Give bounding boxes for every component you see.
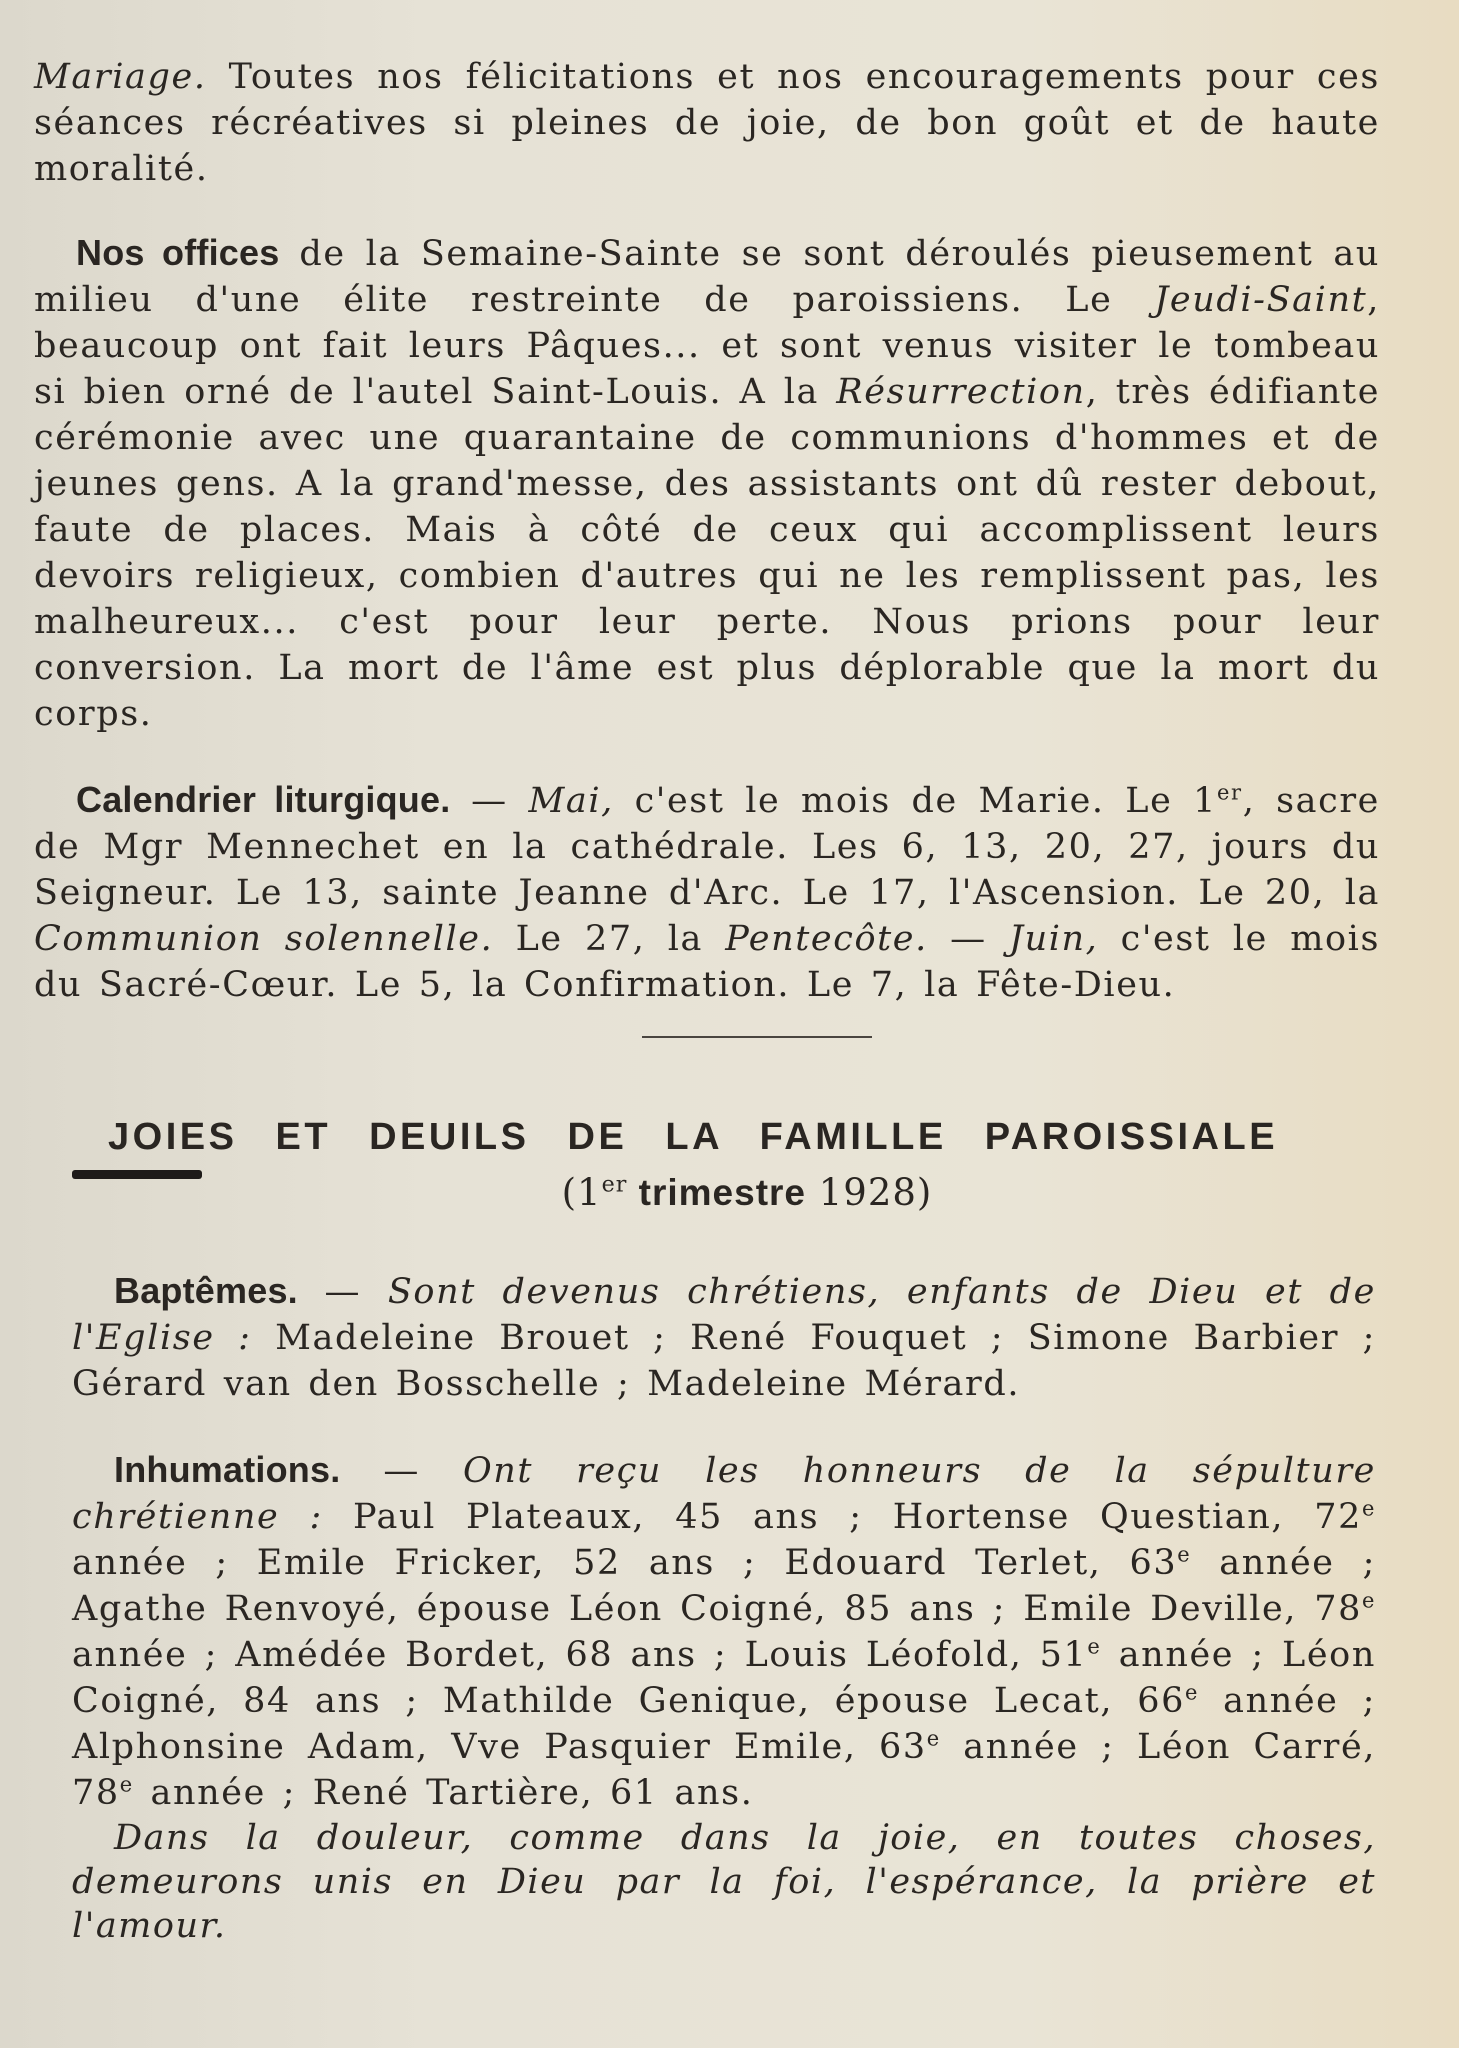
calendrier-dash: — bbox=[450, 781, 529, 821]
heading-calendrier-liturgique: Calendrier liturgique. bbox=[76, 779, 451, 820]
inhumations-dash: — bbox=[340, 1451, 463, 1491]
calendrier-juin: Juin, bbox=[1008, 919, 1099, 959]
calendrier-sup-er: er bbox=[1217, 780, 1243, 805]
offices-text-2: , beaucoup ont fait leurs Pâques... et sont venus visiter le tombeau si bien orné de l'autel Saint-Louis. A la bbox=[34, 280, 1380, 412]
calendrier-text-4: c'est le mois du Sacré-Cœur. Le 5, la Confirmation. Le 7, la Fête-Dieu. bbox=[34, 919, 1381, 1005]
baptemes-names: Madeleine Brouet ; René Fouquet ; Simone Barbier ; Gérard van den Bosschelle ; Madeleine Mérard. bbox=[72, 1318, 1377, 1404]
offices-jeudi-saint: Jeudi-Saint bbox=[1154, 280, 1368, 320]
paragraph-calendrier bbox=[34, 777, 1380, 1008]
paragraph-inhumations bbox=[72, 1447, 1376, 1816]
offices-text-3: , très édifiante cérémonie avec une quarantaine de communions d'hommes et de jeunes gens. A la grand'messe, des assistants ont dû rester debout, faute de places. Mais à côté de ceux qui accomplissent leurs devoirs religieux, combien d'autres qui ne les remplissent pas, les malheureux... c'est pour leur perte. Nous prions pour leur conversion. La mort de l'âme est plus déplorable que la mort du corps. bbox=[34, 372, 1381, 734]
calendrier-pentecote: Pentecôte. bbox=[725, 919, 928, 959]
sup-e: e bbox=[1087, 1634, 1102, 1659]
sup-e: e bbox=[1184, 1680, 1199, 1705]
calendrier-text-1: c'est le mois de Marie. Le 1 bbox=[613, 781, 1218, 821]
paragraph-mariage bbox=[34, 54, 1380, 192]
inhumations-names-3: année ; Agathe Renvoyé, épouse Léon Coigné, 85 ans ; Emile Deville, 78 bbox=[72, 1543, 1376, 1629]
paragraph-offices bbox=[34, 230, 1380, 737]
section-divider bbox=[642, 1036, 872, 1038]
mariage-text: Toutes nos félicitations et nos encouragements pour ces séances récréatives si pleines de joie, de bon goût et de haute moralité. bbox=[34, 57, 1380, 189]
sup-e: e bbox=[119, 1772, 134, 1797]
term-mariage: Mariage. bbox=[34, 57, 207, 97]
calendrier-mai: Mai, bbox=[528, 781, 614, 821]
inhumations-names-1: Paul Plateaux, 45 ans ; Hortense Questian, 72 bbox=[322, 1497, 1362, 1537]
subtitle-sup: er bbox=[601, 1171, 628, 1198]
inhumations-names-8: année ; René Tartière, 61 ans. bbox=[133, 1773, 754, 1813]
inhumations-intro: Ont reçu les honneurs de la sépulture chrétienne : bbox=[72, 1451, 1376, 1537]
inhumations-names-2: année ; Emile Fricker, 52 ans ; Edouard Terlet, 63 bbox=[72, 1543, 1178, 1583]
heading-baptemes: Baptêmes. bbox=[114, 1270, 298, 1311]
calendrier-text-3: Le 27, la bbox=[493, 919, 726, 959]
sup-e: e bbox=[1361, 1588, 1376, 1613]
inhumations-names-5: année ; Léon Coigné, 84 ans ; Mathilde Genique, épouse Lecat, 66 bbox=[72, 1635, 1376, 1721]
inhumations-names-4: année ; Amédée Bordet, 68 ans ; Louis Léofold, 51 bbox=[72, 1635, 1088, 1675]
offices-text-1: de la Semaine-Sainte se sont déroulés pieusement au milieu d'une élite restreinte de paroissiens. Le bbox=[34, 234, 1380, 320]
heading-nos-offices: Nos offices bbox=[76, 232, 280, 273]
inhumations-names-6: année ; Alphonsine Adam, Vve Pasquier Emile, 63 bbox=[72, 1681, 1376, 1767]
paragraph-baptemes bbox=[72, 1268, 1376, 1407]
heading-inhumations: Inhumations. bbox=[114, 1449, 341, 1490]
section-subtitle bbox=[74, 1171, 1420, 1214]
sup-e: e bbox=[1177, 1542, 1192, 1567]
sup-e: e bbox=[1361, 1496, 1376, 1521]
closing-sentence: Dans la douleur, comme dans la joie, en toutes choses, demeurons unis en Dieu par la foi, l'espérance, la prière et l'amour. bbox=[72, 1818, 1376, 1946]
inhumations-names-7: année ; Léon Carré, 78 bbox=[72, 1727, 1377, 1813]
subtitle-year: 1928) bbox=[806, 1171, 933, 1214]
section-title-text: JOIES ET DEUILS DE LA FAMILLE PAROISSIALE bbox=[108, 1116, 1279, 1158]
baptemes-dash: — bbox=[297, 1272, 388, 1312]
section-title bbox=[34, 1116, 1380, 1159]
calendrier-text-2: , sacre de Mgr Mennechet en la cathédrale. Les 6, 13, 20, 27, jours du Seigneur. Le 13, sainte Jeanne d'Arc. Le 17, l'Ascension. Le 20, la bbox=[34, 781, 1380, 913]
baptemes-intro: Sont devenus chrétiens, enfants de Dieu et de l'Eglise : bbox=[72, 1272, 1376, 1358]
offices-resurrection: Résurrection bbox=[836, 372, 1086, 412]
subtitle-open: (1 bbox=[561, 1171, 602, 1214]
calendrier-dash-2: — bbox=[927, 919, 1009, 959]
page-content bbox=[34, 54, 1380, 1948]
sup-e: e bbox=[926, 1726, 941, 1751]
subtitle-trimestre: trimestre bbox=[627, 1172, 806, 1213]
calendrier-communion: Communion solennelle. bbox=[34, 919, 494, 959]
